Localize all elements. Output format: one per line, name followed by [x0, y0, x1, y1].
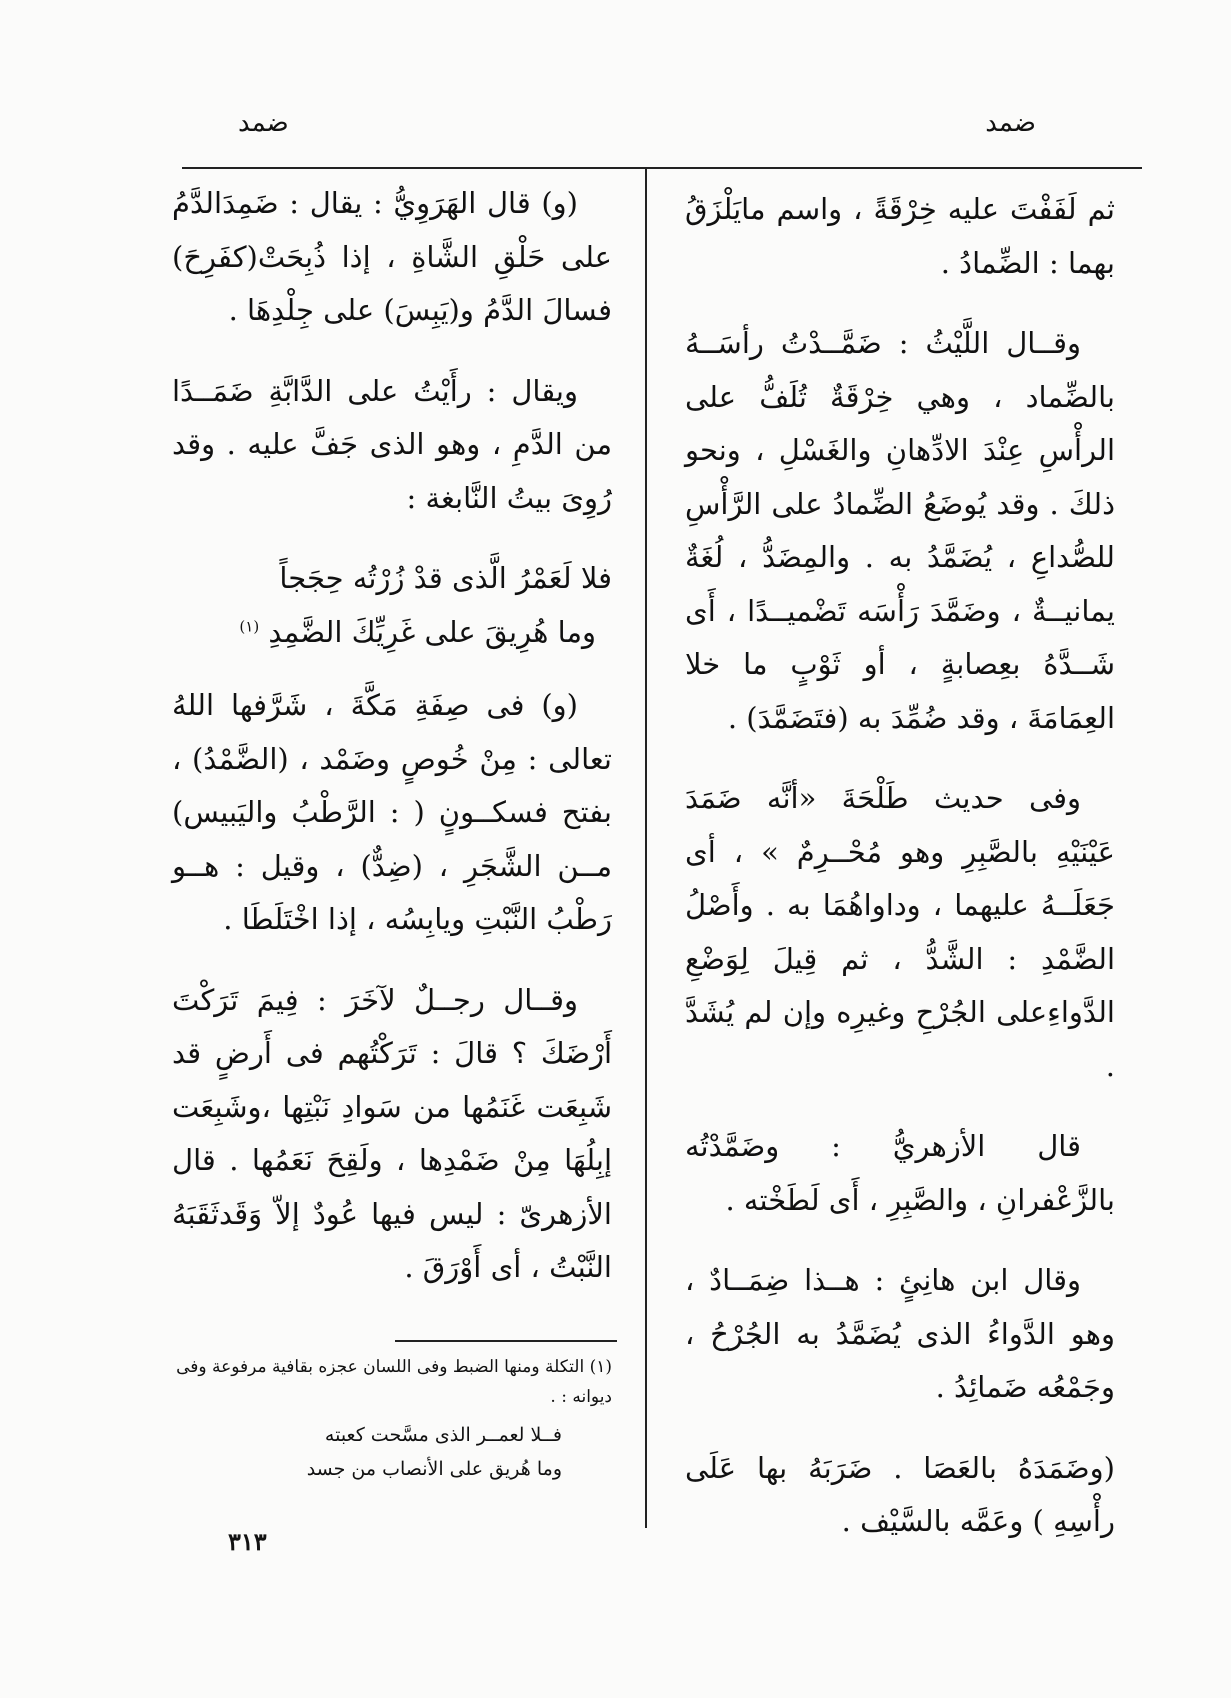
footnote-rule — [395, 1340, 617, 1342]
footnote — [172, 1352, 612, 1486]
paragraph: ثم لَفَفْتَ عليه خِرْقَةً ، واسم مايَلْزَقُ بهما : الضِّمادُ . — [685, 192, 1115, 280]
verse-line-1: فلا لَعَمْرُ الَّذى قدْ زُرْتُه حِجَجاً — [279, 561, 612, 595]
page-number: ٣١٣ — [228, 1527, 267, 1556]
paragraph: (و) فى صِفَةِ مَكَّةَ ، شَرَّفها اللهُ تعالى : مِنْ خُوصٍ وضَمْد ، (الضَّمْدُ) ، بفتح فسكــونٍ ( : الرَّطْبُ واليَبيس) مــن الشَّجَرِ ، (ضِدٌّ) ، وقيل : هــو رَطْبُ النَّبْتِ ويابِسُه ، إذا اخْتَلَطَا . — [172, 688, 612, 936]
footnote-text: (١) التكلة ومنها الضبط وفى اللسان عجزه بقافية مرفوعة وفى ديوانه : . — [176, 1357, 612, 1407]
paragraph: وقــال اللَّيْثُ : ضَمَّــدْتُ رأسَــهُ بالضِّماد ، وهي خِرْقَةٌ تُلَفُّ على الرأْسِ عِنْدَ الادِّهانِ والغَسْلِ ، ونحو ذلكَ . وقد يُوضَعُ الضِّمادُ على الرَّأْسِ للصُّداعِ ، يُضَمَّدُ به . والمِضَدُّ ، لُغَةٌ يمانيــةٌ ، وضَمَّدَ رَأْسَه تَضْميــدًا ، أَى شَــدَّهُ بعِصابةٍ ، أو ثَوْبٍ ما خلا العِمَامَةَ ، وقد ضُمِّدَ به (فتَضَمَّدَ) . — [685, 326, 1115, 735]
running-header-right: ضمد — [985, 108, 1036, 138]
paragraph: قال الأزهريُّ : وضَمَّدْتُه بالزَّعْفرانِ ، والصَّبِرِ ، أَى لَطَخْته . — [685, 1129, 1115, 1217]
header-rule — [182, 167, 1142, 169]
footnote-verse-line-1: فــلا لعمــر الذى مسَّحت كعبته — [324, 1424, 562, 1446]
paragraph: ويقال : رأَيْتُ على الدَّابَّةِ ضَمَــدًا من الدَّمِ ، وهو الذى جَفَّ عليه . وقد رُوِىَ بيتُ النَّابغة : — [172, 373, 612, 515]
running-header-left: ضمد — [238, 108, 289, 138]
footnote-marker: (١) — [239, 616, 260, 635]
paragraph: وقال ابن هانِئٍ : هــذا ضِمَــادٌ ، وهو الدَّواءُ الذى يُضَمَّدُ به الجُرْحُ ، وجَمْعُه ضَمائِدُ . — [685, 1263, 1115, 1404]
right-column — [685, 183, 1115, 1576]
verse-line-2-text: وما هُرِيقَ على غَرِيِّكَ الضَّمِدِ — [268, 614, 596, 649]
paragraph: (و) قال الهَرَوِيُّ : يقال : ضَمِدَالدَّمُ على حَلْقِ الشَّاةِ ، إذا ذُبِحَتْ(كفَرِحَ) فسالَ الدَّمُ و(يَبِسَ) على جِلْدِهَا . — [172, 186, 612, 327]
verse-line-2 — [172, 606, 612, 660]
column-divider — [645, 168, 647, 1528]
paragraph: وقــال رجــلٌ لآخَرَ : فِيمَ تَرَكْتَ أَرْضَكَ ؟ قالَ : تَرَكْتُهم فى أَرضٍ قد شَبِعَت غَنَمُها من سَوادِ نَبْتِها ،وشَبِعَت إبِلُهَا مِنْ ضَمْدِها ، ولَقِحَ نَعَمُها . قال الأزهرىّ : ليس فيها عُودٌ إلاّ وَقَدثَقَبَهُ النَّبْتُ ، أى أَوْرَقَ . — [172, 982, 612, 1284]
paragraph: (وضَمَدَهُ بالعَصَا . ضَرَبَهُ بها عَلَى رأْسِهِ ) وعَمَّه بالسَّيْف . — [685, 1450, 1115, 1538]
footnote-verse — [172, 1418, 612, 1486]
footnote-verse-line-2: وما هُريق على الأنصاب من جسد — [306, 1458, 562, 1480]
left-column — [172, 177, 612, 1322]
paragraph: وفى حديث طَلْحَةَ «أنَّه ضَمَدَ عَيْنَيْهِ بالصَّبِرِ وهو مُحْــرِمٌ » ، أى جَعَلَــهُ عليهما ، وداواهُمَا به . وأَصْلُ الضَّمْدِ : الشَّدُّ ، ثم قِيلَ لِوَضْعِ الدَّواءِعلى الجُرْحِ وغيرِه وإن لم يُشَدَّ . — [685, 781, 1115, 1083]
poem-verse — [172, 552, 612, 659]
